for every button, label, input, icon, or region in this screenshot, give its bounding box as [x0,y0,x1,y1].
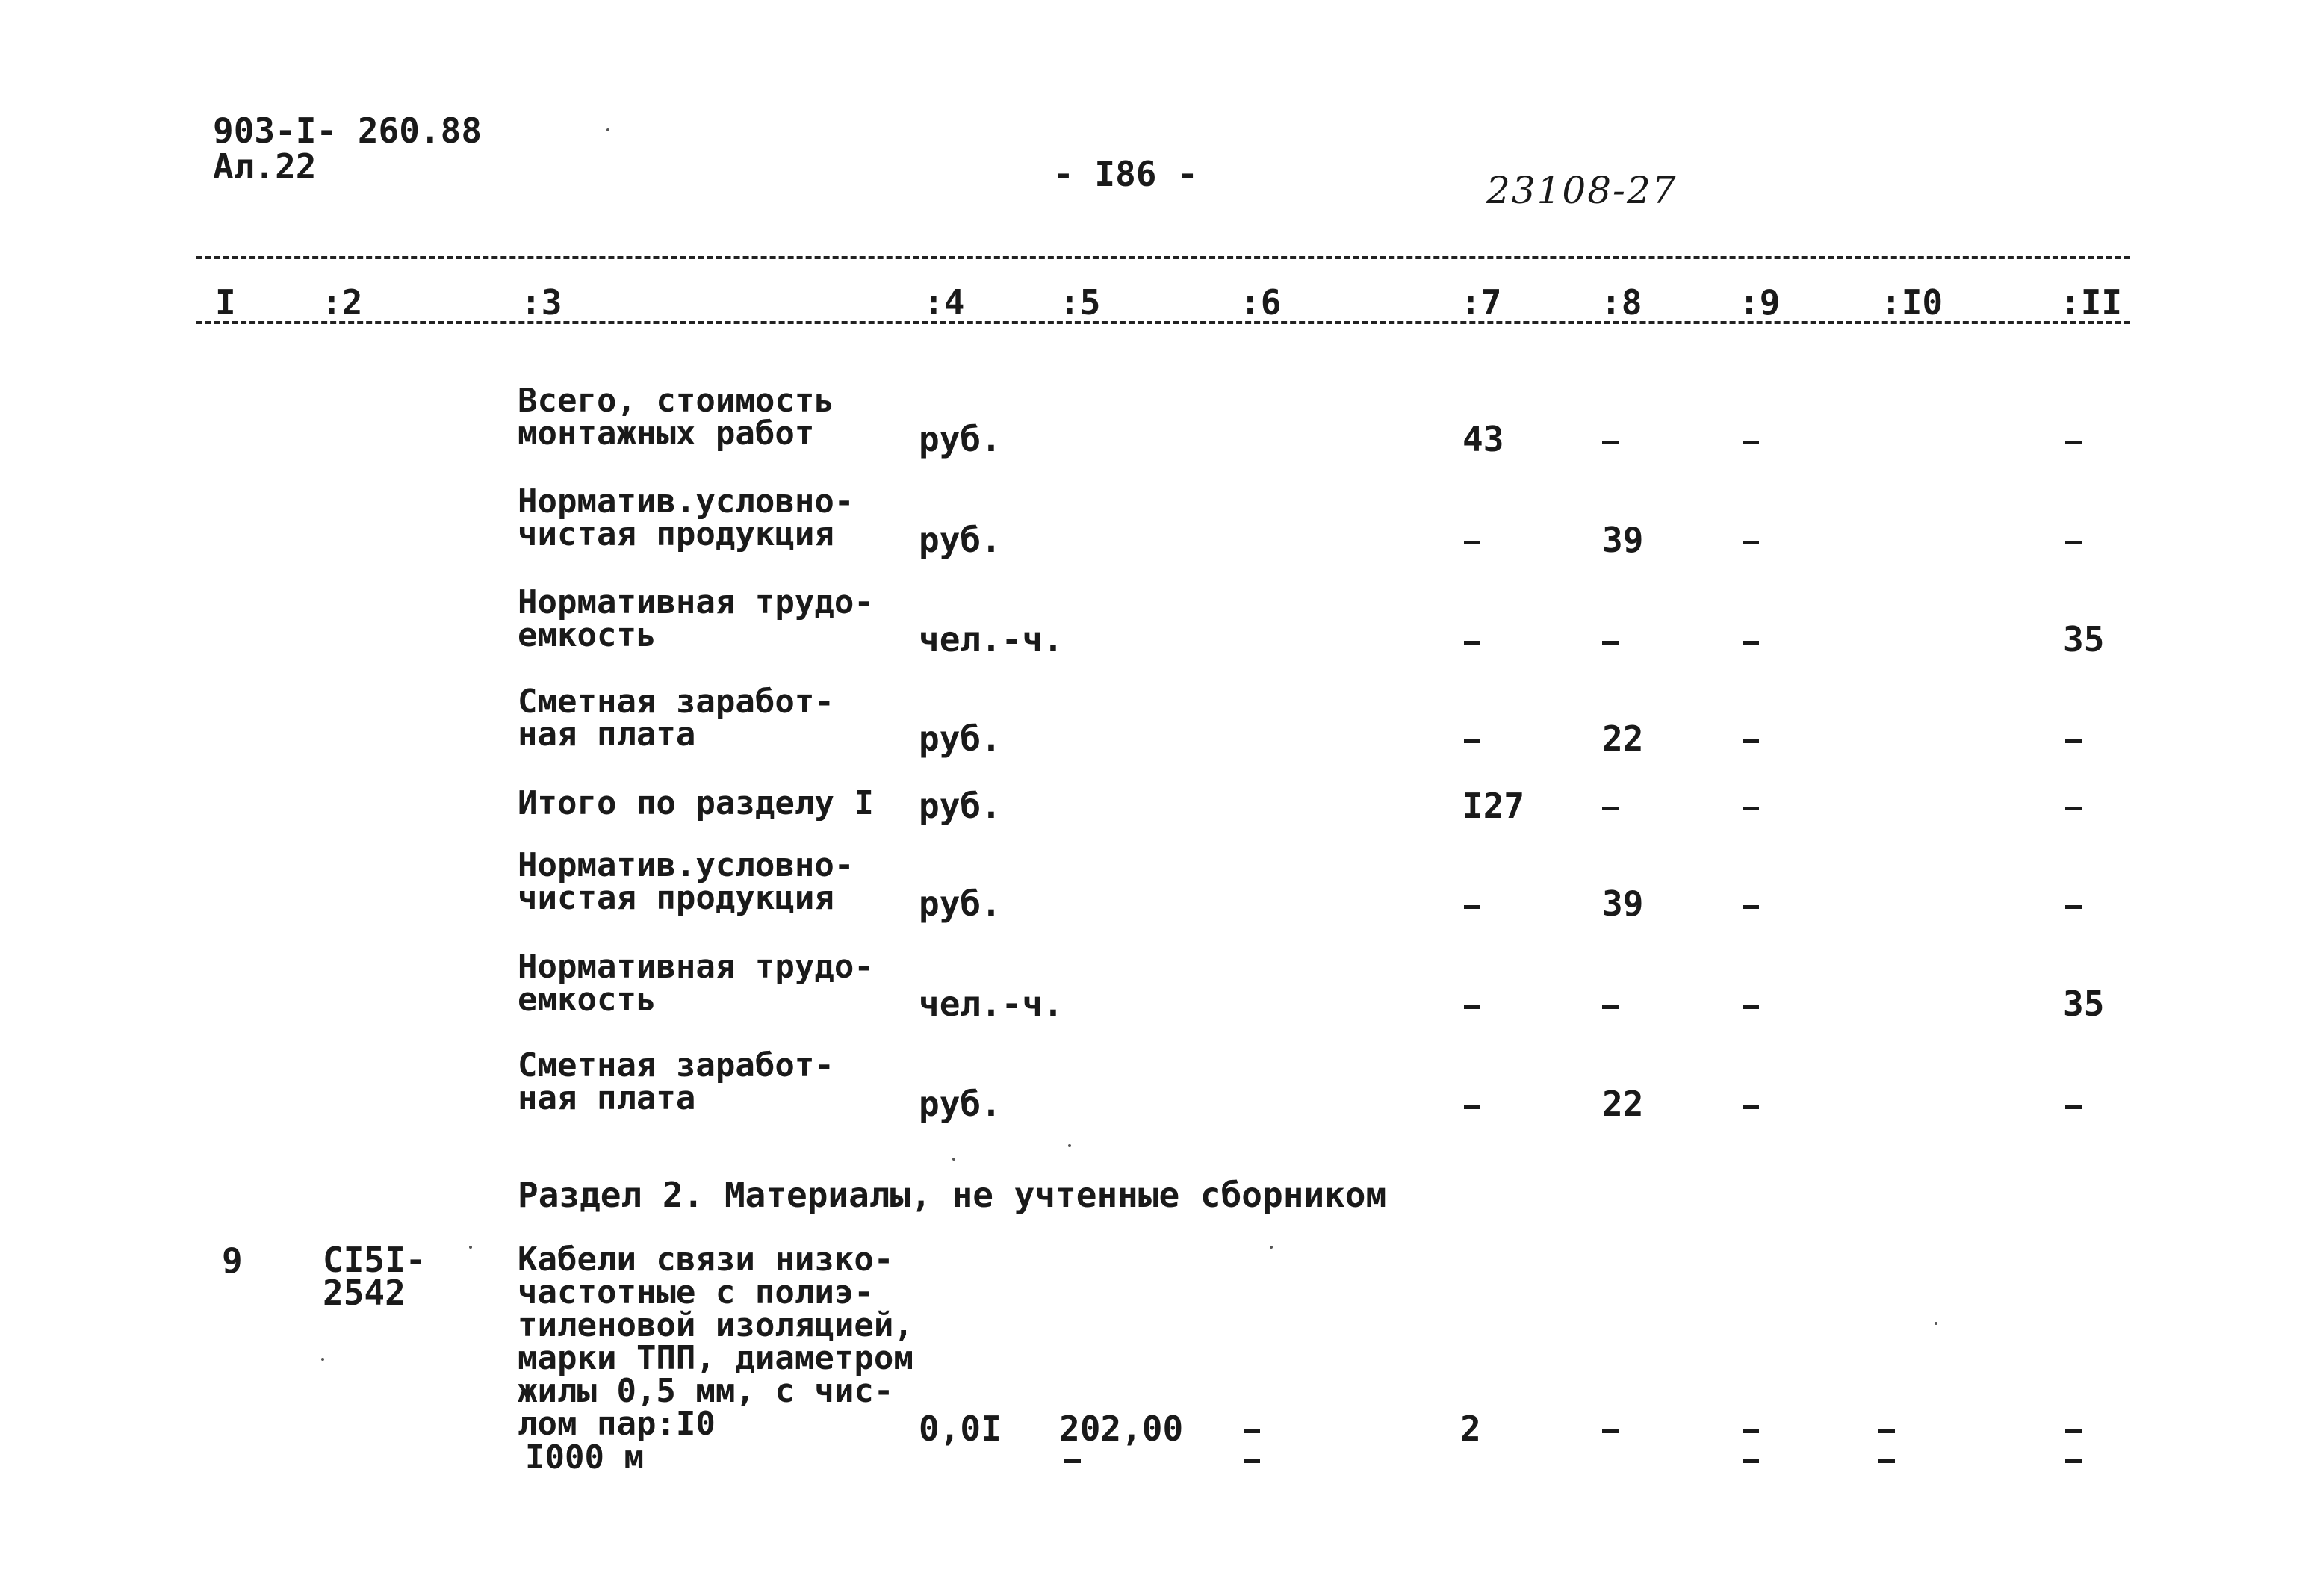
row-col7-dash [1464,641,1480,645]
column-header-6: :6 [1240,282,1282,323]
scan-speck [321,1358,324,1361]
row-unit: руб. [919,718,1002,759]
document-code: 903-I- 260.88 [213,111,483,151]
row-col8-dash [1602,1005,1619,1009]
scan-speck [1068,1144,1071,1147]
row-label: Норматив.условно- чистая продукция [518,846,854,917]
item-col6-dash [1244,1429,1260,1433]
row-label: Нормативная трудо- емкость [518,583,874,654]
item-col7: 2 [1460,1409,1481,1449]
row-col11-dash [2065,1105,2082,1109]
item-number: 9 [222,1241,243,1281]
album-number: Ал.22 [213,146,317,187]
section-title: Раздел 2. Материалы, не учтенные сборником [518,1175,1387,1215]
item-quantity: 0,0I [919,1409,1002,1449]
row-label: Сметная заработ- ная плата [518,683,834,754]
row-unit: руб. [919,419,1002,459]
item-unit: I000 м [525,1438,644,1477]
column-header-9: :9 [1739,282,1781,323]
item-col11-dash-2 [2065,1459,2082,1463]
row-col11: 35 [2063,984,2105,1024]
row-col9-dash [1743,807,1759,810]
page-number: - I86 - [1053,154,1198,194]
row-col8-dash [1602,641,1619,645]
row-label: Всего, стоимость монтажных работ [518,382,834,453]
item-col8-dash [1602,1429,1619,1433]
row-unit: чел.-ч. [919,619,1064,659]
row-unit: чел.-ч. [919,984,1064,1024]
item-col11-dash [2065,1429,2082,1433]
row-unit: руб. [919,786,1002,826]
column-header-4: :4 [923,282,965,323]
column-header-5: :5 [1059,282,1101,323]
column-header-2: :2 [321,282,363,323]
row-label: Нормативная трудо- емкость [518,948,874,1019]
scan-speck [952,1158,955,1161]
item-col9-dash [1743,1429,1759,1433]
item-col6-dash-2 [1244,1459,1260,1463]
row-col7-dash [1464,1105,1480,1109]
row-col11-dash [2065,807,2082,810]
row-col7-dash [1464,1005,1480,1009]
item-description: Кабели связи низко- частотные с полиэ- тиленовой изоляцией, марки ТПП, диаметром жилы 0,5 мм, с чис- лом пар:I0 [518,1241,913,1443]
column-header-1: I [215,282,236,323]
row-col9-dash [1743,739,1759,743]
row-col7: I27 [1462,786,1525,826]
row-col7-dash [1464,739,1480,743]
row-col8-dash [1602,807,1619,810]
row-col8: 22 [1602,718,1644,759]
row-col8: 39 [1602,884,1644,924]
handwritten-number: 23108-27 [1486,169,1678,212]
row-label: Норматив.условно- чистая продукция [518,482,854,553]
scan-speck [1935,1322,1937,1325]
row-col7: 43 [1462,419,1504,459]
item-code: CI5I- 2542 [323,1240,426,1313]
row-unit: руб. [919,884,1002,924]
row-col8-dash [1602,441,1619,444]
column-header-3: :3 [521,282,562,323]
row-col8: 22 [1602,1084,1644,1124]
row-label: Сметная заработ- ная плата [518,1046,834,1117]
row-col9-dash [1743,441,1759,444]
row-col9-dash [1743,641,1759,645]
header-bottom-rule [196,321,2130,324]
row-col9-dash [1743,1005,1759,1009]
row-unit: руб. [919,1084,1002,1124]
scan-speck [469,1246,472,1249]
row-label: Итого по разделу I [518,784,874,822]
row-col11-dash [2065,541,2082,544]
row-col11-dash [2065,905,2082,909]
row-col11: 35 [2063,619,2105,659]
row-col9-dash [1743,905,1759,909]
row-col9-dash [1743,541,1759,544]
column-header-10: :I0 [1881,282,1943,323]
scan-speck [1270,1246,1273,1249]
item-col9-dash-2 [1743,1459,1759,1463]
column-header-7: :7 [1460,282,1502,323]
row-col8: 39 [1602,520,1644,560]
item-price-dash-2 [1064,1459,1081,1463]
item-price: 202,00 [1059,1409,1184,1449]
item-col10-dash [1878,1429,1895,1433]
row-col11-dash [2065,441,2082,444]
row-col7-dash [1464,541,1480,544]
row-col7-dash [1464,905,1480,909]
column-header-8: :8 [1601,282,1642,323]
header-top-rule [196,256,2130,259]
item-col10-dash-2 [1878,1459,1895,1463]
row-col11-dash [2065,739,2082,743]
row-col9-dash [1743,1105,1759,1109]
row-unit: руб. [919,520,1002,560]
scan-speck [606,128,609,131]
column-header-11: :II [2060,282,2123,323]
